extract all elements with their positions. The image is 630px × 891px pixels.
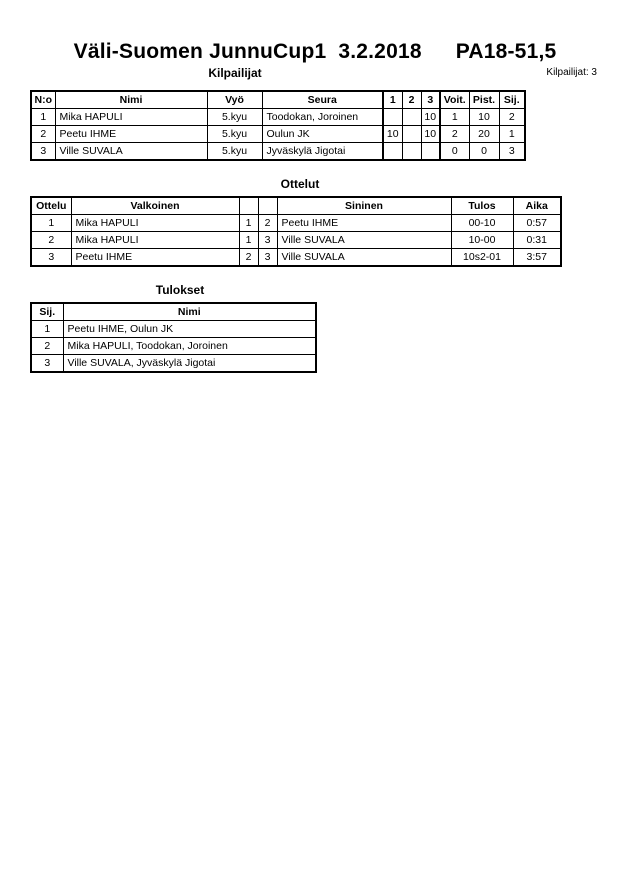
col-header-no: N:o [31,91,55,109]
table-row [31,321,316,338]
tulokset-heading: Tulokset [155,283,205,297]
cell-no: 2 [31,126,55,143]
col-header-sij: Sij. [31,303,63,321]
cell-no: 3 [31,143,55,161]
col-header-seura: Seura [262,91,383,109]
cell-aika: 3:57 [513,249,561,267]
table-row [31,109,525,126]
col-header-sininen: Sininen [277,197,451,215]
cell-voit: 0 [440,143,469,161]
col-header-sij: Sij. [499,91,525,109]
col-header-voit: Voit. [440,91,469,109]
cell-blue-name: Ville SUVALA [277,232,451,249]
cell-nimi: Ville SUVALA, Jyväskylä Jigotai [63,355,316,373]
cell-sij: 1 [499,126,525,143]
cell-nimi: Mika HAPULI [55,109,207,126]
col-header-pist: Pist. [469,91,499,109]
cell-nimi: Peetu IHME, Oulun JK [63,321,316,338]
cell-blue-name: Peetu IHME [277,215,451,232]
table-row [31,232,561,249]
cell-seura: Toodokan, Joroinen [262,109,383,126]
cell-white-name: Mika HAPULI [71,232,239,249]
cell-vyo: 5.kyu [207,109,262,126]
cell-sij: 2 [499,109,525,126]
cell-seura: Jyväskylä Jigotai [262,143,383,161]
cell-sij: 1 [31,321,63,338]
title-event: Väli-Suomen JunnuCup1 [73,40,327,63]
cell-no: 1 [31,109,55,126]
cell-voit: 2 [440,126,469,143]
cell-blue-no: 2 [258,215,277,232]
table-header-row [31,303,316,321]
table-row [31,143,525,161]
col-header-2: 2 [402,91,421,109]
cell-nimi: Peetu IHME [55,126,207,143]
table-header-row [31,91,525,109]
col-header-3: 3 [421,91,440,109]
cell-vyo: 5.kyu [207,126,262,143]
table-row [31,215,561,232]
cell-nimi: Mika HAPULI, Toodokan, Joroinen [63,338,316,355]
table-row [31,355,316,373]
ottelut-table [30,196,562,267]
cell-nimi: Ville SUVALA [55,143,207,161]
cell-score-2 [402,126,421,143]
cell-blue-no: 3 [258,232,277,249]
cell-score-2 [402,109,421,126]
cell-match-no: 1 [31,215,71,232]
cell-blue-no: 3 [258,249,277,267]
table-header-row [31,197,561,215]
title-category: PA18-51,5 [455,40,557,63]
cell-tulos: 10s2-01 [451,249,513,267]
cell-voit: 1 [440,109,469,126]
col-header-1: 1 [383,91,402,109]
cell-white-no: 2 [239,249,258,267]
col-header-tulos: Tulos [451,197,513,215]
col-header-aika: Aika [513,197,561,215]
cell-pist: 20 [469,126,499,143]
cell-vyo: 5.kyu [207,143,262,161]
cell-score-2 [402,143,421,161]
cell-score-3: 10 [421,126,440,143]
cell-tulos: 00-10 [451,215,513,232]
kilpailijat-heading: Kilpailijat [208,66,262,80]
kilpailijat-table [30,90,526,161]
competitors-count: Kilpailijat: 3 [546,67,597,78]
cell-blue-name: Ville SUVALA [277,249,451,267]
ottelut-heading: Ottelut [280,177,320,191]
col-header-white-no [239,197,258,215]
tulokset-table [30,302,317,373]
cell-score-1 [383,109,402,126]
table-row [31,338,316,355]
cell-score-3: 10 [421,109,440,126]
cell-match-no: 3 [31,249,71,267]
cell-seura: Oulun JK [262,126,383,143]
table-row [31,126,525,143]
cell-white-name: Mika HAPULI [71,215,239,232]
col-header-nimi: Nimi [55,91,207,109]
cell-score-1: 10 [383,126,402,143]
cell-aika: 0:57 [513,215,561,232]
cell-score-3 [421,143,440,161]
cell-sij: 3 [31,355,63,373]
cell-match-no: 2 [31,232,71,249]
cell-tulos: 10-00 [451,232,513,249]
cell-sij: 2 [31,338,63,355]
cell-white-name: Peetu IHME [71,249,239,267]
cell-white-no: 1 [239,215,258,232]
table-row [31,249,561,267]
cell-pist: 10 [469,109,499,126]
col-header-ottelu: Ottelu [31,197,71,215]
col-header-nimi: Nimi [63,303,316,321]
col-header-valkoinen: Valkoinen [71,197,239,215]
title-date: 3.2.2018 [338,40,422,63]
cell-aika: 0:31 [513,232,561,249]
cell-white-no: 1 [239,232,258,249]
col-header-blue-no [258,197,277,215]
cell-pist: 0 [469,143,499,161]
col-header-vyo: Vyö [207,91,262,109]
cell-score-1 [383,143,402,161]
page-title [0,40,630,64]
cell-sij: 3 [499,143,525,161]
